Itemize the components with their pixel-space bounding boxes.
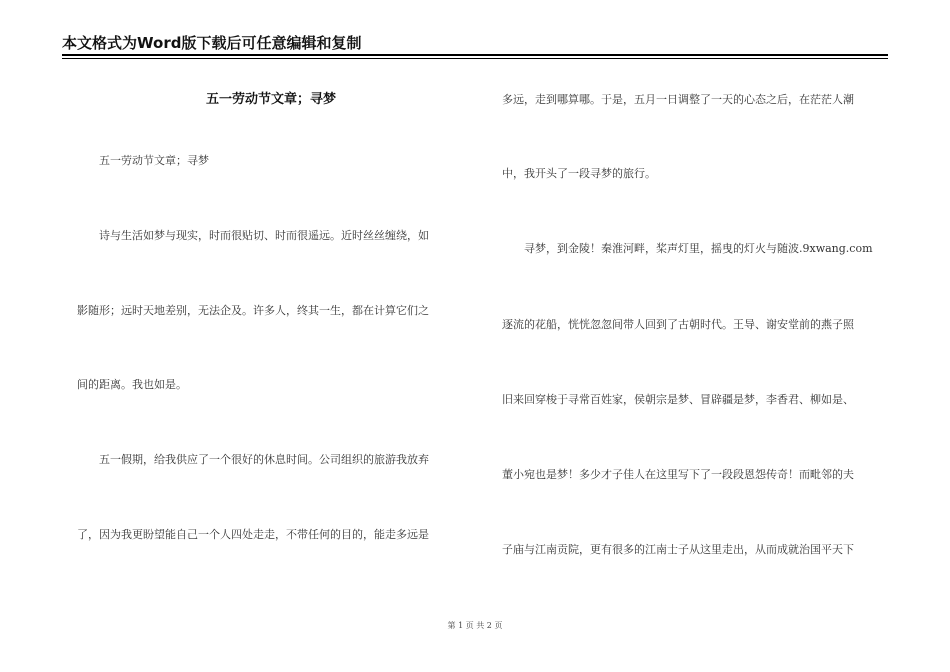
paragraph-line: 中，我开头了一段寻梦的旅行。 — [502, 167, 656, 180]
header-divider-thick — [62, 54, 888, 56]
paragraph-line: 逐流的花船，恍恍忽忽间带人回到了古朝时代。王导、谢安堂前的燕子照 — [502, 318, 854, 331]
header-divider-thin — [62, 58, 888, 59]
paragraph-line: 影随形；远时天地差别，无法企及。许多人，终其一生，都在计算它们之 — [77, 304, 429, 317]
paragraph-line: 间的距离。我也如是。 — [77, 378, 187, 391]
paragraph-line: 寻梦，到金陵！秦淮河畔，桨声灯里，摇曳的灯火与随波.9xwang.com — [524, 242, 873, 255]
paragraph-line: 董小宛也是梦！多少才子佳人在这里写下了一段段恩怨传奇！而毗邻的夫 — [502, 468, 854, 481]
page-number-footer: 第 1 页 共 2 页 — [447, 621, 503, 630]
paragraph-line: 五一假期，给我供应了一个很好的休息时间。公司组织的旅游我放弃 — [99, 453, 429, 466]
paragraph-line: 多远，走到哪算哪。于是，五月一日调整了一天的心态之后，在茫茫人潮 — [502, 93, 854, 106]
document-header-banner: 本文格式为Word版下载后可任意编辑和复制 — [62, 34, 362, 52]
article-title: 五一劳动节文章；寻梦 — [205, 92, 336, 107]
paragraph-line: 子庙与江南贡院，更有很多的江南士子从这里走出，从而成就治国平天下 — [502, 543, 854, 556]
paragraph-line: 诗与生活如梦与现实，时而很贴切、时而很遥远。近时丝丝缠绕，如 — [99, 229, 429, 242]
paragraph-line: 了，因为我更盼望能自己一个人四处走走，不带任何的目的，能走多远是 — [77, 528, 429, 541]
paragraph-line: 旧来回穿梭于寻常百姓家，侯朝宗是梦、冒辟疆是梦，李香君、柳如是、 — [502, 393, 854, 406]
paragraph-line: 五一劳动节文章；寻梦 — [99, 154, 209, 167]
